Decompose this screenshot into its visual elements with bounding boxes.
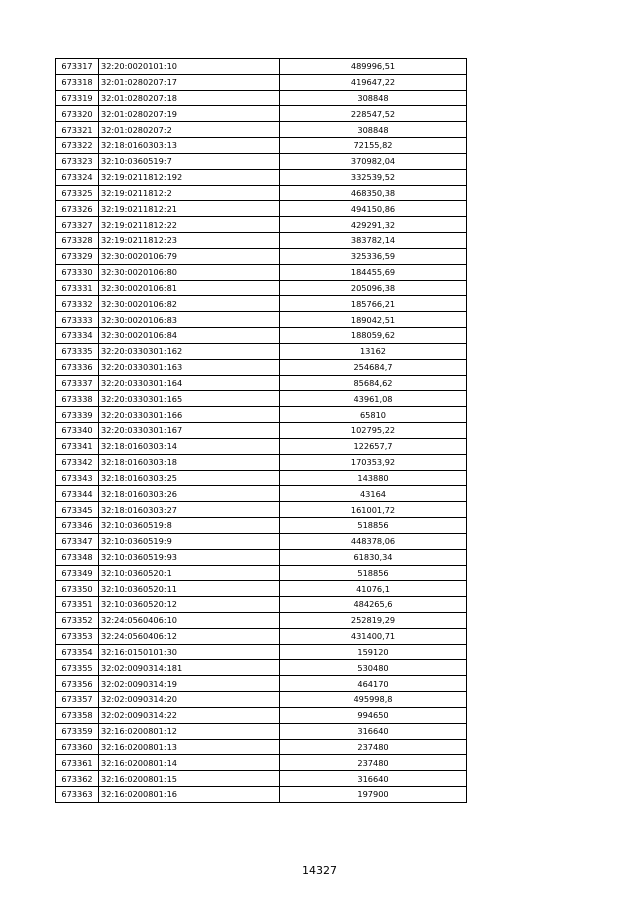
- row-id-cell: 673326: [56, 201, 99, 217]
- table-row: [56, 248, 467, 264]
- row-id-cell: 673339: [56, 407, 99, 423]
- row-id-cell: 673349: [56, 565, 99, 581]
- table-row: [56, 518, 467, 534]
- row-id-cell: 673338: [56, 391, 99, 407]
- table-row: [56, 328, 467, 344]
- cadastral-number-cell: 32:10:0360519:9: [99, 533, 280, 549]
- table-row: [56, 59, 467, 75]
- cadastral-number-cell: 32:18:0160303:26: [99, 486, 280, 502]
- value-cell: 429291,32: [280, 217, 467, 233]
- cadastral-number-cell: 32:30:0020106:83: [99, 312, 280, 328]
- cadastral-number-cell: 32:18:0160303:27: [99, 502, 280, 518]
- row-id-cell: 673350: [56, 581, 99, 597]
- value-cell: 464170: [280, 676, 467, 692]
- table-row: [56, 106, 467, 122]
- row-id-cell: 673343: [56, 470, 99, 486]
- table-row: [56, 407, 467, 423]
- cadastral-number-cell: 32:02:0090314:20: [99, 692, 280, 708]
- table-row: [56, 787, 467, 803]
- table-row: [56, 739, 467, 755]
- table-row: [56, 391, 467, 407]
- table-row: [56, 533, 467, 549]
- table-row: [56, 628, 467, 644]
- row-id-cell: 673324: [56, 169, 99, 185]
- row-id-cell: 673362: [56, 771, 99, 787]
- table-row: [56, 359, 467, 375]
- row-id-cell: 673363: [56, 787, 99, 803]
- row-id-cell: 673328: [56, 233, 99, 249]
- value-cell: 43961,08: [280, 391, 467, 407]
- value-cell: 237480: [280, 739, 467, 755]
- row-id-cell: 673337: [56, 375, 99, 391]
- value-cell: 65810: [280, 407, 467, 423]
- table-row: [56, 755, 467, 771]
- value-cell: 994650: [280, 707, 467, 723]
- row-id-cell: 673330: [56, 264, 99, 280]
- cadastral-number-cell: 32:16:0200801:12: [99, 723, 280, 739]
- value-cell: 85684,62: [280, 375, 467, 391]
- cadastral-number-cell: 32:10:0360519:93: [99, 549, 280, 565]
- cadastral-number-cell: 32:16:0200801:13: [99, 739, 280, 755]
- cadastral-number-cell: 32:16:0200801:16: [99, 787, 280, 803]
- cadastral-number-cell: 32:10:0360519:7: [99, 153, 280, 169]
- cadastral-number-cell: 32:19:0211812:2: [99, 185, 280, 201]
- page-number: 14327: [302, 864, 337, 877]
- row-id-cell: 673346: [56, 518, 99, 534]
- table-row: [56, 707, 467, 723]
- row-id-cell: 673352: [56, 612, 99, 628]
- cadastral-number-cell: 32:20:0330301:162: [99, 343, 280, 359]
- cadastral-number-cell: 32:10:0360520:12: [99, 597, 280, 613]
- value-cell: 72155,82: [280, 138, 467, 154]
- value-cell: 252819,29: [280, 612, 467, 628]
- row-id-cell: 673336: [56, 359, 99, 375]
- row-id-cell: 673335: [56, 343, 99, 359]
- value-cell: 308848: [280, 122, 467, 138]
- row-id-cell: 673357: [56, 692, 99, 708]
- table-row: [56, 153, 467, 169]
- table-row: [56, 470, 467, 486]
- row-id-cell: 673319: [56, 90, 99, 106]
- table-row: [56, 581, 467, 597]
- cadastral-number-cell: 32:24:0560406:12: [99, 628, 280, 644]
- row-id-cell: 673358: [56, 707, 99, 723]
- cadastral-number-cell: 32:16:0200801:14: [99, 755, 280, 771]
- table-row: [56, 486, 467, 502]
- cadastral-number-cell: 32:02:0090314:181: [99, 660, 280, 676]
- cadastral-number-cell: 32:20:0330301:166: [99, 407, 280, 423]
- value-cell: 518856: [280, 518, 467, 534]
- value-cell: 13162: [280, 343, 467, 359]
- table-row: [56, 343, 467, 359]
- row-id-cell: 673322: [56, 138, 99, 154]
- cadastral-number-cell: 32:19:0211812:23: [99, 233, 280, 249]
- row-id-cell: 673356: [56, 676, 99, 692]
- value-cell: 185766,21: [280, 296, 467, 312]
- cadastral-number-cell: 32:30:0020106:79: [99, 248, 280, 264]
- cadastral-number-cell: 32:10:0360520:1: [99, 565, 280, 581]
- table-row: [56, 375, 467, 391]
- cadastral-number-cell: 32:30:0020106:82: [99, 296, 280, 312]
- cadastral-number-cell: 32:01:0280207:2: [99, 122, 280, 138]
- cadastral-number-cell: 32:18:0160303:14: [99, 438, 280, 454]
- value-cell: 170353,92: [280, 454, 467, 470]
- row-id-cell: 673351: [56, 597, 99, 613]
- cadastral-number-cell: 32:16:0200801:15: [99, 771, 280, 787]
- table-row: [56, 312, 467, 328]
- value-cell: 41076,1: [280, 581, 467, 597]
- cadastral-number-cell: 32:30:0020106:84: [99, 328, 280, 344]
- cadastral-number-cell: 32:16:0150101:30: [99, 644, 280, 660]
- table-row: [56, 296, 467, 312]
- value-cell: 325336,59: [280, 248, 467, 264]
- value-cell: 448378,06: [280, 533, 467, 549]
- row-id-cell: 673332: [56, 296, 99, 312]
- table-body: [56, 59, 467, 803]
- cadastral-number-cell: 32:02:0090314:22: [99, 707, 280, 723]
- row-id-cell: 673354: [56, 644, 99, 660]
- value-cell: 530480: [280, 660, 467, 676]
- value-cell: 332539,52: [280, 169, 467, 185]
- value-cell: 316640: [280, 723, 467, 739]
- value-cell: 431400,71: [280, 628, 467, 644]
- row-id-cell: 673340: [56, 423, 99, 439]
- row-id-cell: 673347: [56, 533, 99, 549]
- table-row: [56, 74, 467, 90]
- table-row: [56, 502, 467, 518]
- cadastral-number-cell: 32:20:0330301:164: [99, 375, 280, 391]
- value-cell: 468350,38: [280, 185, 467, 201]
- table-row: [56, 676, 467, 692]
- cadastral-number-cell: 32:24:0560406:10: [99, 612, 280, 628]
- value-cell: 197900: [280, 787, 467, 803]
- cadastral-number-cell: 32:18:0160303:25: [99, 470, 280, 486]
- row-id-cell: 673333: [56, 312, 99, 328]
- value-cell: 184455,69: [280, 264, 467, 280]
- row-id-cell: 673321: [56, 122, 99, 138]
- table-row: [56, 138, 467, 154]
- row-id-cell: 673355: [56, 660, 99, 676]
- table-row: [56, 201, 467, 217]
- cadastral-number-cell: 32:19:0211812:21: [99, 201, 280, 217]
- table-row: [56, 217, 467, 233]
- cadastral-number-cell: 32:01:0280207:17: [99, 74, 280, 90]
- cadastral-number-cell: 32:02:0090314:19: [99, 676, 280, 692]
- table-row: [56, 233, 467, 249]
- row-id-cell: 673348: [56, 549, 99, 565]
- table-row: [56, 723, 467, 739]
- row-id-cell: 673325: [56, 185, 99, 201]
- row-id-cell: 673329: [56, 248, 99, 264]
- cadastral-number-cell: 32:19:0211812:22: [99, 217, 280, 233]
- row-id-cell: 673359: [56, 723, 99, 739]
- cadastral-number-cell: 32:30:0020106:80: [99, 264, 280, 280]
- table-row: [56, 90, 467, 106]
- value-cell: 161001,72: [280, 502, 467, 518]
- value-cell: 370982,04: [280, 153, 467, 169]
- table-row: [56, 264, 467, 280]
- value-cell: 189042,51: [280, 312, 467, 328]
- value-cell: 205096,38: [280, 280, 467, 296]
- table-row: [56, 438, 467, 454]
- value-cell: 228547,52: [280, 106, 467, 122]
- value-cell: 43164: [280, 486, 467, 502]
- cadastral-number-cell: 32:18:0160303:13: [99, 138, 280, 154]
- cadastral-number-cell: 32:18:0160303:18: [99, 454, 280, 470]
- value-cell: 122657,7: [280, 438, 467, 454]
- cadastral-number-cell: 32:20:0330301:163: [99, 359, 280, 375]
- value-cell: 143880: [280, 470, 467, 486]
- cadastral-number-cell: 32:10:0360519:8: [99, 518, 280, 534]
- value-cell: 383782,14: [280, 233, 467, 249]
- table-row: [56, 549, 467, 565]
- row-id-cell: 673331: [56, 280, 99, 296]
- table-row: [56, 169, 467, 185]
- row-id-cell: 673323: [56, 153, 99, 169]
- value-cell: 495998,8: [280, 692, 467, 708]
- value-cell: 308848: [280, 90, 467, 106]
- row-id-cell: 673342: [56, 454, 99, 470]
- row-id-cell: 673344: [56, 486, 99, 502]
- table-row: [56, 692, 467, 708]
- table-row: [56, 565, 467, 581]
- row-id-cell: 673345: [56, 502, 99, 518]
- table-row: [56, 597, 467, 613]
- cadastral-number-cell: 32:01:0280207:18: [99, 90, 280, 106]
- value-cell: 518856: [280, 565, 467, 581]
- value-cell: 159120: [280, 644, 467, 660]
- cadastral-number-cell: 32:20:0020101:10: [99, 59, 280, 75]
- value-cell: 237480: [280, 755, 467, 771]
- value-cell: 494150,86: [280, 201, 467, 217]
- table-row: [56, 771, 467, 787]
- value-cell: 489996,51: [280, 59, 467, 75]
- row-id-cell: 673327: [56, 217, 99, 233]
- value-cell: 316640: [280, 771, 467, 787]
- row-id-cell: 673334: [56, 328, 99, 344]
- table-row: [56, 423, 467, 439]
- cadastral-number-cell: 32:30:0020106:81: [99, 280, 280, 296]
- cadastral-value-table: [55, 58, 467, 803]
- row-id-cell: 673360: [56, 739, 99, 755]
- cadastral-number-cell: 32:10:0360520:11: [99, 581, 280, 597]
- cadastral-number-cell: 32:01:0280207:19: [99, 106, 280, 122]
- value-cell: 102795,22: [280, 423, 467, 439]
- cadastral-number-cell: 32:20:0330301:165: [99, 391, 280, 407]
- table-row: [56, 185, 467, 201]
- table-row: [56, 660, 467, 676]
- cadastral-number-cell: 32:19:0211812:192: [99, 169, 280, 185]
- cadastral-number-cell: 32:20:0330301:167: [99, 423, 280, 439]
- row-id-cell: 673361: [56, 755, 99, 771]
- table-row: [56, 280, 467, 296]
- row-id-cell: 673353: [56, 628, 99, 644]
- value-cell: 188059,62: [280, 328, 467, 344]
- table-row: [56, 612, 467, 628]
- row-id-cell: 673317: [56, 59, 99, 75]
- value-cell: 484265,6: [280, 597, 467, 613]
- table-row: [56, 454, 467, 470]
- row-id-cell: 673318: [56, 74, 99, 90]
- table-row: [56, 644, 467, 660]
- value-cell: 61830,34: [280, 549, 467, 565]
- value-cell: 254684,7: [280, 359, 467, 375]
- row-id-cell: 673341: [56, 438, 99, 454]
- table-row: [56, 122, 467, 138]
- row-id-cell: 673320: [56, 106, 99, 122]
- value-cell: 419647,22: [280, 74, 467, 90]
